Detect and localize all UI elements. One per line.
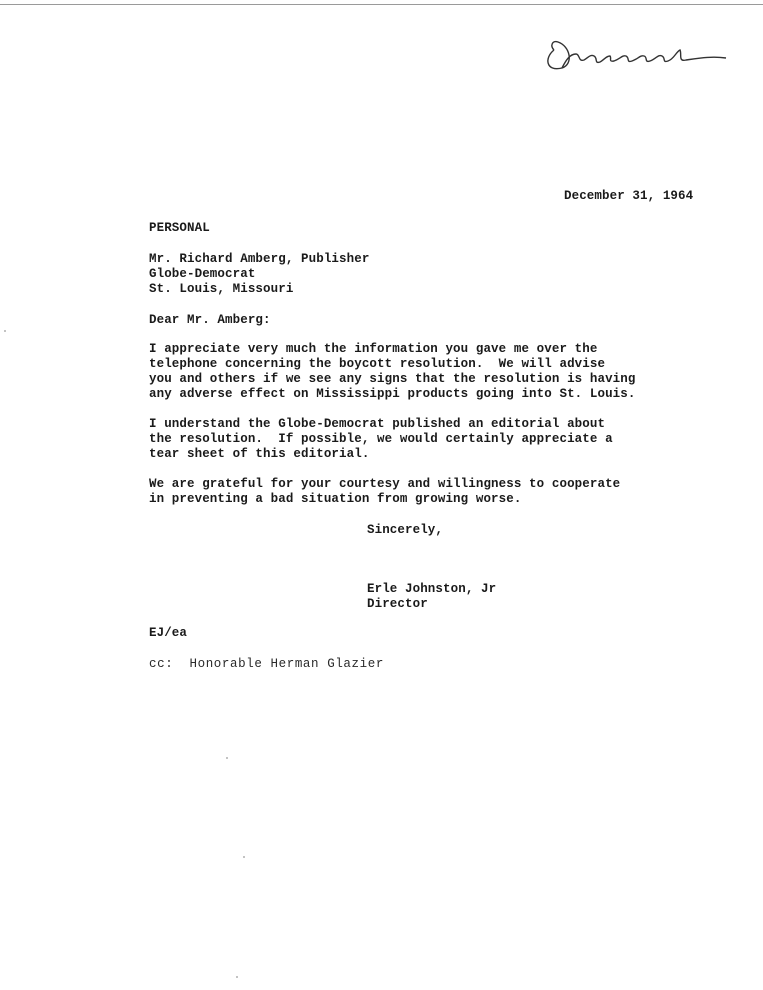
letter-date: December 31, 1964 [564,189,694,203]
scan-speck [236,976,238,978]
paragraph-line: We are grateful for your courtesy and willingness to cooperate [149,477,621,491]
top-edge-line [0,4,763,5]
scan-speck [243,856,245,858]
signer-name: Erle Johnston, Jr [367,582,497,596]
paragraph-line: any adverse effect on Mississippi products going into St. Louis. [149,387,636,401]
scan-speck [4,330,6,332]
paragraph-line: tear sheet of this editorial. [149,447,370,461]
salutation: Dear Mr. Amberg: [149,313,271,327]
recipient-line: St. Louis, Missouri [149,282,294,296]
scan-speck [226,757,228,759]
cc-line: cc: Honorable Herman Glazier [149,657,384,671]
paragraph-line: I understand the Globe-Democrat published an editorial about [149,417,606,431]
paragraph-line: the resolution. If possible, we would certainly appreciate a [149,432,613,446]
paragraph-line: you and others if we see any signs that the resolution is having [149,372,636,386]
signer-title: Director [367,597,428,611]
recipient-line: Mr. Richard Amberg, Publisher [149,252,370,266]
handwritten-personal-annotation [540,28,730,78]
paragraph-line: I appreciate very much the information you gave me over the [149,342,598,356]
typist-initials: EJ/ea [149,626,188,640]
recipient-line: Globe-Democrat [149,267,256,281]
closing: Sincerely, [367,523,444,537]
personal-marking: PERSONAL [149,221,210,235]
paragraph-line: in preventing a bad situation from growing worse. [149,492,522,506]
paragraph-line: telephone concerning the boycott resolution. We will advise [149,357,606,371]
